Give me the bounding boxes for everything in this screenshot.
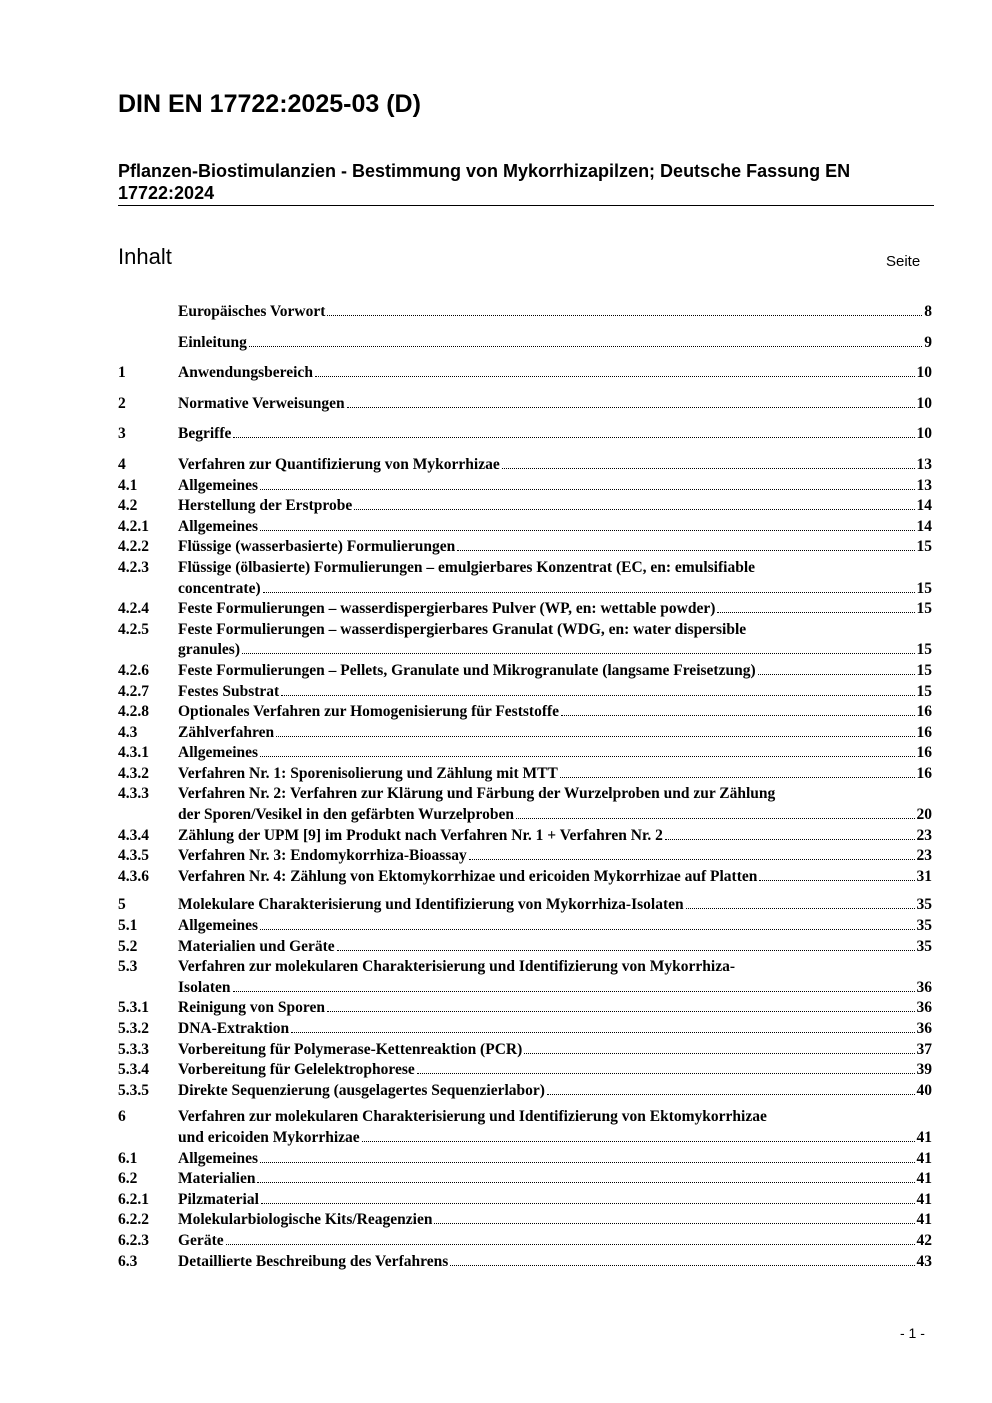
toc-entry-number: 6.2.3 bbox=[118, 1231, 149, 1249]
toc-entry-title-line1: Verfahren zur molekularen Charakterisierung und Identifizierung von Mykorrhiza- bbox=[178, 958, 735, 976]
toc-entry[interactable] bbox=[118, 937, 932, 958]
toc-entry-title-line1: Verfahren zur molekularen Charakterisierung und Identifizierung von Ektomykorrhizae bbox=[178, 1108, 767, 1126]
toc-entry-number: 4.2.8 bbox=[118, 703, 149, 721]
toc-entry[interactable] bbox=[118, 394, 932, 415]
toc-leader-dots bbox=[560, 777, 915, 778]
toc-entry-page: 16 bbox=[916, 703, 932, 721]
toc-leader-dots bbox=[260, 489, 914, 490]
toc-entry-title: Europäisches Vorwort bbox=[178, 303, 326, 320]
toc-entry[interactable] bbox=[118, 957, 932, 998]
toc-entry[interactable] bbox=[118, 784, 932, 825]
toc-entry[interactable] bbox=[118, 496, 932, 517]
toc-entry-title-line2: der Sporen/Vesikel in den gefärbten Wurzelproben bbox=[178, 806, 515, 824]
toc-entry-page: 14 bbox=[916, 517, 932, 535]
toc-leader-dots bbox=[502, 468, 915, 469]
toc-entry-page: 41 bbox=[916, 1190, 932, 1208]
toc-entry[interactable] bbox=[118, 895, 932, 916]
toc-leader-dots bbox=[327, 1011, 914, 1012]
toc-leader-dots bbox=[260, 756, 914, 757]
toc-entry-title: Optionales Verfahren zur Homogenisierung für Feststoffe bbox=[178, 703, 560, 721]
toc-entry-number: 4 bbox=[118, 455, 126, 473]
page-column-label: Seite bbox=[886, 253, 921, 270]
toc-leader-dots bbox=[457, 550, 914, 551]
document-subtitle: Pflanzen-Biostimulanzien - Bestimmung von Mykorrhizapilzen; Deutsche Fassung EN 17722:2024 bbox=[118, 161, 851, 203]
toc-entry-number: 5.3.2 bbox=[118, 1020, 149, 1037]
toc-entry-number: 4.3.4 bbox=[118, 826, 149, 844]
toc-entry-number: 4.3 bbox=[118, 723, 138, 741]
toc-entry[interactable] bbox=[118, 455, 932, 476]
toc-entry-title: Herstellung der Erstprobe bbox=[178, 497, 353, 515]
toc-entry-page: 15 bbox=[916, 641, 932, 659]
toc-entry-page: 43 bbox=[916, 1252, 932, 1270]
toc-entry-title: Allgemeines bbox=[178, 1149, 259, 1167]
toc-entry[interactable] bbox=[118, 302, 932, 323]
toc-entry[interactable] bbox=[118, 363, 932, 384]
toc-entry-number: 6.2 bbox=[118, 1170, 138, 1188]
toc-leader-dots bbox=[337, 950, 915, 951]
toc-entry-title: Pilzmaterial bbox=[178, 1190, 259, 1208]
toc-entry-title: Geräte bbox=[178, 1231, 224, 1249]
toc-entry-page: 36 bbox=[916, 978, 932, 996]
toc-entry[interactable] bbox=[118, 916, 932, 937]
toc-entry-page: 41 bbox=[916, 1149, 932, 1167]
toc-entry-title-line1: Flüssige (ölbasierte) Formulierungen – emulgierbares Konzentrat (EC, en: emulsifiable bbox=[178, 558, 756, 576]
toc-heading: Inhalt bbox=[118, 244, 172, 269]
toc-entry-number: 4.1 bbox=[118, 476, 138, 494]
toc-leader-dots bbox=[717, 612, 914, 613]
toc-entry-page: 13 bbox=[916, 476, 932, 494]
toc-entry-title: Verfahren Nr. 1: Sporenisolierung und Zählung mit MTT bbox=[178, 764, 558, 782]
toc-entry-page: 35 bbox=[916, 937, 932, 955]
toc-leader-dots bbox=[469, 859, 915, 860]
toc-entry[interactable] bbox=[118, 1149, 932, 1170]
document-title: DIN EN 17722:2025-03 (D) bbox=[118, 90, 421, 118]
toc-entry[interactable] bbox=[118, 476, 932, 497]
toc-entry[interactable] bbox=[118, 1040, 932, 1061]
toc-entry-page: 14 bbox=[916, 497, 932, 515]
toc-entry[interactable] bbox=[118, 517, 932, 538]
toc-entry[interactable] bbox=[118, 558, 932, 599]
toc-entry-title: Feste Formulierungen – Pellets, Granulate und Mikrogranulate (langsame Freisetzung) bbox=[178, 661, 756, 679]
toc-leader-dots bbox=[758, 674, 915, 675]
toc-entry-title: Anwendungsbereich bbox=[178, 364, 313, 382]
toc-entry-title-line2: concentrate) bbox=[178, 579, 261, 597]
toc-entry-title: Zählung der UPM [9] im Produkt nach Verfahren Nr. 1 + Verfahren Nr. 2 bbox=[178, 826, 663, 844]
toc-entry-title: Vorbereitung für Polymerase-Kettenreaktion (PCR) bbox=[178, 1040, 523, 1058]
toc-entry-number: 1 bbox=[118, 364, 126, 382]
toc-entry-page: 10 bbox=[916, 394, 932, 412]
toc-entry-page: 37 bbox=[916, 1040, 932, 1058]
toc-entry-page: 15 bbox=[916, 600, 932, 618]
toc-entry-page: 15 bbox=[916, 579, 932, 597]
toc-entry[interactable] bbox=[118, 846, 932, 867]
toc-leader-dots bbox=[260, 929, 914, 930]
toc-leader-dots bbox=[261, 1203, 915, 1204]
toc-entry-number: 4.2.2 bbox=[118, 538, 149, 556]
toc-entry-number: 3 bbox=[118, 425, 126, 443]
toc-entry-number: 6.2.2 bbox=[118, 1211, 149, 1229]
toc-entry[interactable] bbox=[118, 1190, 932, 1211]
toc-leader-dots bbox=[347, 407, 915, 408]
toc-leader-dots bbox=[759, 880, 914, 881]
toc-entry-title-line2: und ericoiden Mykorrhizae bbox=[178, 1128, 360, 1146]
toc-entry-page: 13 bbox=[916, 455, 932, 473]
toc-entry-page: 16 bbox=[916, 723, 932, 741]
toc-entry-number: 5 bbox=[118, 896, 126, 914]
toc-entry-page: 31 bbox=[916, 867, 932, 885]
toc-entry[interactable] bbox=[118, 682, 932, 703]
toc-entry-title: Materialien und Geräte bbox=[178, 937, 335, 955]
toc-entry-number: 4.2.4 bbox=[118, 600, 149, 618]
toc-entry-number: 4.3.5 bbox=[118, 847, 149, 865]
table-of-contents bbox=[118, 302, 932, 1272]
toc-entry-page: 10 bbox=[916, 364, 932, 382]
toc-entry-page: 41 bbox=[916, 1211, 932, 1229]
toc-entry-title: Feste Formulierungen – wasserdispergierbares Pulver (WP, en: wettable powder) bbox=[178, 600, 716, 618]
toc-entry-number: 5.2 bbox=[118, 937, 138, 955]
toc-entry[interactable] bbox=[118, 1019, 932, 1040]
toc-leader-dots bbox=[686, 908, 915, 909]
toc-entry-title: Flüssige (wasserbasierte) Formulierungen bbox=[178, 538, 456, 556]
toc-entry-number: 4.2.7 bbox=[118, 682, 149, 700]
toc-leader-dots bbox=[327, 315, 922, 316]
toc-entry[interactable] bbox=[118, 1210, 932, 1231]
toc-entry-page: 9 bbox=[924, 333, 932, 351]
toc-entry[interactable] bbox=[118, 1081, 932, 1102]
toc-entry-title: Molekulare Charakterisierung und Identifizierung von Mykorrhiza-Isolaten bbox=[178, 896, 684, 914]
toc-entry-page: 23 bbox=[916, 847, 932, 865]
toc-entry-page: 15 bbox=[916, 682, 932, 700]
toc-entry-title: Allgemeines bbox=[178, 476, 259, 494]
toc-entry-page: 40 bbox=[916, 1081, 932, 1099]
toc-entry-title: Zählverfahren bbox=[178, 723, 275, 741]
toc-entry-number: 4.3.2 bbox=[118, 764, 149, 782]
toc-leader-dots bbox=[242, 653, 915, 654]
toc-entry[interactable] bbox=[118, 1169, 932, 1190]
toc-leader-dots bbox=[260, 1162, 914, 1163]
toc-entry-title: Direkte Sequenzierung (ausgelagertes Sequenzierlabor) bbox=[178, 1081, 545, 1099]
toc-leader-dots bbox=[665, 839, 915, 840]
toc-leader-dots bbox=[226, 1244, 915, 1245]
toc-leader-dots bbox=[260, 530, 914, 531]
toc-entry-number: 5.1 bbox=[118, 917, 138, 935]
toc-entry-title: DNA-Extraktion bbox=[178, 1020, 290, 1037]
toc-entry-title: Materialien bbox=[178, 1170, 256, 1188]
toc-entry[interactable] bbox=[118, 764, 932, 785]
toc-leader-dots bbox=[249, 346, 922, 347]
toc-entry-title: Einleitung bbox=[178, 333, 247, 351]
toc-entry[interactable] bbox=[118, 661, 932, 682]
toc-leader-dots bbox=[516, 818, 914, 819]
toc-entry-title: Detaillierte Beschreibung des Verfahrens bbox=[178, 1252, 449, 1270]
toc-leader-dots bbox=[547, 1094, 915, 1095]
toc-entry-page: 39 bbox=[916, 1061, 932, 1079]
toc-entry[interactable] bbox=[118, 599, 932, 620]
toc-entry[interactable] bbox=[118, 1252, 932, 1273]
title-divider bbox=[118, 205, 934, 206]
toc-entry-number: 4.2 bbox=[118, 497, 138, 515]
toc-entry-title-line2: Isolaten bbox=[178, 978, 231, 996]
toc-entry[interactable] bbox=[118, 1060, 932, 1081]
toc-entry-title: Vorbereitung für Gelelektrophorese bbox=[178, 1061, 415, 1079]
toc-entry-title: Allgemeines bbox=[178, 744, 259, 762]
toc-entry-title: Reinigung von Sporen bbox=[178, 999, 326, 1017]
toc-entry-title: Verfahren Nr. 3: Endomykorrhiza-Bioassay bbox=[178, 847, 467, 865]
toc-leader-dots bbox=[450, 1265, 914, 1266]
toc-leader-dots bbox=[291, 1032, 914, 1033]
toc-leader-dots bbox=[276, 736, 914, 737]
toc-entry-number: 5.3.5 bbox=[118, 1081, 149, 1099]
toc-entry-number: 5.3.1 bbox=[118, 999, 149, 1017]
toc-entry-number: 4.2.1 bbox=[118, 517, 149, 535]
toc-entry-title: Allgemeines bbox=[178, 917, 259, 935]
toc-leader-dots bbox=[257, 1182, 914, 1183]
toc-entry-title: Normative Verweisungen bbox=[178, 394, 345, 412]
toc-entry-number: 2 bbox=[118, 394, 126, 412]
toc-entry-page: 8 bbox=[924, 303, 932, 320]
toc-entry-page: 42 bbox=[916, 1231, 932, 1249]
toc-entry[interactable] bbox=[118, 998, 932, 1019]
toc-entry-number: 4.3.6 bbox=[118, 867, 149, 885]
toc-entry-title: Begriffe bbox=[178, 425, 232, 443]
toc-entry-number: 5.3 bbox=[118, 958, 138, 976]
toc-entry-title: Allgemeines bbox=[178, 517, 259, 535]
toc-entry-page: 35 bbox=[916, 917, 932, 935]
toc-entry[interactable] bbox=[118, 620, 932, 661]
toc-entry-page: 10 bbox=[916, 425, 932, 443]
toc-leader-dots bbox=[281, 695, 914, 696]
toc-entry-page: 35 bbox=[916, 896, 932, 914]
toc-entry-number: 6.2.1 bbox=[118, 1190, 149, 1208]
toc-entry-number: 6.3 bbox=[118, 1252, 138, 1270]
toc-entry-title: Verfahren zur Quantifizierung von Mykorrhizae bbox=[178, 455, 500, 473]
toc-entry[interactable] bbox=[118, 702, 932, 723]
toc-entry-title: Festes Substrat bbox=[178, 682, 280, 700]
toc-leader-dots bbox=[434, 1223, 914, 1224]
toc-entry[interactable] bbox=[118, 1107, 932, 1148]
toc-leader-dots bbox=[362, 1141, 915, 1142]
toc-entry[interactable] bbox=[118, 1231, 932, 1252]
toc-entry-page: 15 bbox=[916, 538, 932, 556]
toc-leader-dots bbox=[561, 715, 914, 716]
toc-entry[interactable] bbox=[118, 424, 932, 445]
toc-leader-dots bbox=[233, 437, 914, 438]
toc-entry-page: 36 bbox=[916, 1020, 932, 1037]
toc-leader-dots bbox=[524, 1053, 914, 1054]
page-number: - 1 - bbox=[900, 1325, 925, 1341]
toc-entry[interactable] bbox=[118, 743, 932, 764]
toc-entry-page: 36 bbox=[916, 999, 932, 1017]
toc-entry-page: 23 bbox=[916, 826, 932, 844]
toc-entry-number: 4.2.3 bbox=[118, 558, 149, 576]
toc-entry[interactable] bbox=[118, 537, 932, 558]
toc-leader-dots bbox=[354, 509, 914, 510]
toc-entry-number: 6.1 bbox=[118, 1149, 138, 1167]
toc-entry-title-line1: Feste Formulierungen – wasserdispergierbares Granulat (WDG, en: water dispersible bbox=[178, 620, 747, 638]
toc-leader-dots bbox=[315, 376, 915, 377]
toc-entry-number: 6 bbox=[118, 1108, 126, 1126]
toc-leader-dots bbox=[263, 592, 915, 593]
toc-entry[interactable] bbox=[118, 333, 932, 354]
toc-entry-page: 16 bbox=[916, 744, 932, 762]
toc-entry-title-line2: granules) bbox=[178, 641, 240, 659]
toc-entry-number: 4.2.6 bbox=[118, 661, 149, 679]
toc-entry-number: 4.2.5 bbox=[118, 620, 149, 638]
toc-entry-page: 16 bbox=[916, 764, 932, 782]
toc-leader-dots bbox=[233, 991, 915, 992]
toc-entry[interactable] bbox=[118, 826, 932, 847]
toc-leader-dots bbox=[417, 1073, 915, 1074]
toc-entry-title: Verfahren Nr. 4: Zählung von Ektomykorrhizae und ericoiden Mykorrhizae auf Platten bbox=[178, 867, 758, 885]
toc-entry-page: 41 bbox=[916, 1128, 932, 1146]
toc-entry-page: 15 bbox=[916, 661, 932, 679]
toc-entry-number: 4.3.3 bbox=[118, 785, 149, 803]
toc-entry[interactable] bbox=[118, 723, 932, 744]
toc-entry-title-line1: Verfahren Nr. 2: Verfahren zur Klärung und Färbung der Wurzelproben und zur Zählung bbox=[178, 785, 776, 803]
toc-entry-page: 41 bbox=[916, 1170, 932, 1188]
toc-entry-number: 5.3.3 bbox=[118, 1040, 149, 1058]
toc-entry-title: Molekularbiologische Kits/Reagenzien bbox=[178, 1211, 433, 1229]
toc-entry-number: 5.3.4 bbox=[118, 1061, 149, 1079]
toc-entry-number: 4.3.1 bbox=[118, 744, 149, 762]
toc-entry-page: 20 bbox=[916, 806, 932, 824]
toc-entry[interactable] bbox=[118, 867, 932, 888]
